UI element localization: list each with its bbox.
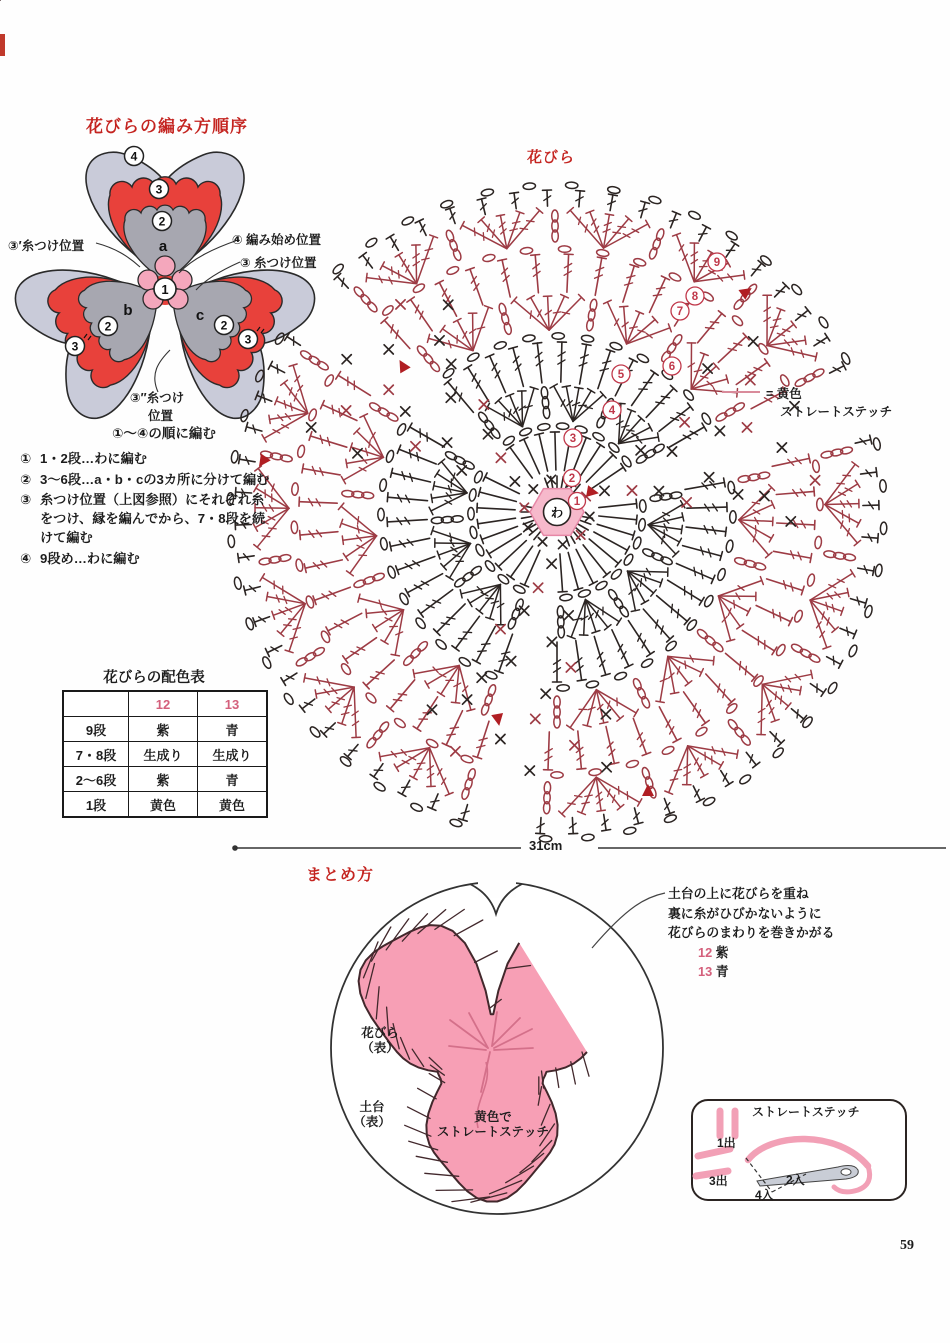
svg-text:7: 7 [676, 306, 684, 318]
color-table-title: 花びらの配色表 [103, 670, 205, 686]
row-value-12: 黄色 [129, 792, 198, 818]
step-4-text: 9段め…わに編む [40, 550, 140, 566]
svg-text:3: 3 [569, 433, 577, 445]
ring-label: わ [550, 506, 564, 520]
svg-text:4: 4 [608, 405, 616, 417]
row-value-13: 青 [198, 767, 268, 792]
order-num-3-right: 3 [244, 332, 252, 347]
petal-order-title: 花びらの編み方順序 [86, 117, 248, 136]
legend-color-name: 黄色 [776, 387, 802, 401]
callout-start-position: ④ 編み始め位置 [232, 233, 322, 247]
row-label: 9段 [63, 717, 129, 742]
step-3-number: ③ [20, 492, 32, 508]
row-value-13: 黄色 [198, 792, 268, 818]
petal-order-diagram [6, 147, 324, 428]
stitch-point-4: 4入 [755, 1188, 774, 1202]
petal-order-caption: ①～④の順に編む [112, 426, 216, 441]
callout-attach-bottom-line2: 位置 [148, 409, 174, 423]
label-yellow-stitch: 黄色で ストレートステッチ [436, 1110, 550, 1139]
row-value-12: 紫 [129, 767, 198, 792]
petal-letter-a: a [158, 238, 168, 255]
step-1 [20, 450, 270, 469]
order-num-4: 4 [130, 149, 138, 164]
color-12-name: 紫 [715, 944, 729, 960]
needle-eye [841, 1169, 851, 1175]
assembly-note-line2: 裏に糸がひびかないように [668, 905, 822, 921]
step-4-number: ④ [20, 550, 32, 566]
table-row [63, 792, 267, 818]
chart-legend-line2: ストレートステッチ [780, 405, 893, 419]
scan-edge-mark [0, 34, 5, 56]
callout-attach-left: ③′糸つけ位置 [8, 239, 85, 253]
order-num-3-left: 3 [71, 339, 79, 354]
color-table-corner [63, 691, 129, 717]
color-13-number: 13 [698, 964, 713, 979]
svg-text:6: 6 [668, 361, 676, 373]
width-measurement-label: 31cm [529, 838, 563, 853]
svg-text:8: 8 [691, 291, 699, 303]
svg-text:1: 1 [573, 496, 581, 508]
table-row [63, 767, 267, 792]
svg-text:2: 2 [568, 473, 576, 485]
row-label: 1段 [63, 792, 129, 818]
step-3-text: 糸つけ位置（上図参照）にそれぞれ糸をつけ、縁を編んでから、7・8段を続けて編む [40, 492, 266, 545]
label-base-front: 土台 （表） [353, 1100, 391, 1129]
step-2-text: 3～6段…a・b・cの3カ所に分けて編む [40, 471, 270, 487]
order-num-2-top: 2 [158, 214, 166, 229]
assembly-title: まとめ方 [306, 867, 375, 884]
callout-attach-bottom-line1: ③″糸つけ [130, 391, 185, 405]
order-num-2-left: 2 [104, 319, 112, 334]
table-row [63, 717, 267, 742]
svg-text:5: 5 [617, 369, 625, 381]
order-num-3-top: 3 [155, 182, 163, 197]
row-value-13: 青 [198, 717, 268, 742]
stitch-box-title: ストレートステッチ [752, 1105, 860, 1119]
stitch-point-1: 1出 [717, 1136, 736, 1150]
chart-legend-line1 [766, 384, 802, 402]
stitch-point-3: 3出 [709, 1174, 728, 1188]
page-number: 59 [900, 1238, 914, 1253]
step-4 [20, 550, 270, 569]
stitch-point-2: 2入 [786, 1173, 805, 1187]
step-1-number: ① [20, 451, 32, 466]
callout-attach-right: ③ 糸つけ位置 [240, 256, 317, 270]
color-table [62, 690, 268, 818]
row-value-12: 紫 [129, 717, 198, 742]
assembly-color-12 [698, 943, 834, 963]
assembly-note-line3: 花びらのまわりを巻きかがる [668, 925, 835, 940]
step-1-text: 1・2段…わに編む [40, 451, 147, 466]
legend-equals: = [766, 387, 774, 401]
order-num-1: 1 [161, 282, 169, 297]
color-table-col-13: 13 [198, 691, 268, 717]
table-row [63, 742, 267, 767]
petal-chart-title: 花びら [527, 149, 576, 166]
step-3 [20, 491, 270, 547]
instruction-steps [20, 450, 270, 570]
step-2 [20, 471, 270, 490]
assembly-note-line1: 土台の上に花びらを重ね [668, 886, 809, 901]
label-petal-front: 花びら （表） [361, 1026, 399, 1055]
row-label: 2～6段 [63, 767, 129, 792]
assembly-color-13 [698, 962, 834, 982]
assembly-notes [668, 884, 834, 982]
color-12-number: 12 [698, 944, 713, 960]
petal-letter-c: c [195, 307, 205, 324]
svg-text:9: 9 [713, 257, 721, 269]
row-value-12: 生成り [129, 742, 198, 767]
step-2-number: ② [20, 471, 32, 487]
chart-round-numbers [564, 253, 727, 510]
color-13-name: 青 [715, 964, 729, 979]
order-num-2-right: 2 [220, 318, 228, 333]
row-value-13: 生成り [198, 742, 268, 767]
measurement-line [232, 845, 946, 851]
row-label: 7・8段 [63, 742, 129, 767]
color-table-header-row [63, 691, 267, 717]
color-table-col-12: 12 [129, 691, 198, 717]
petal-letter-b: b [123, 302, 133, 319]
